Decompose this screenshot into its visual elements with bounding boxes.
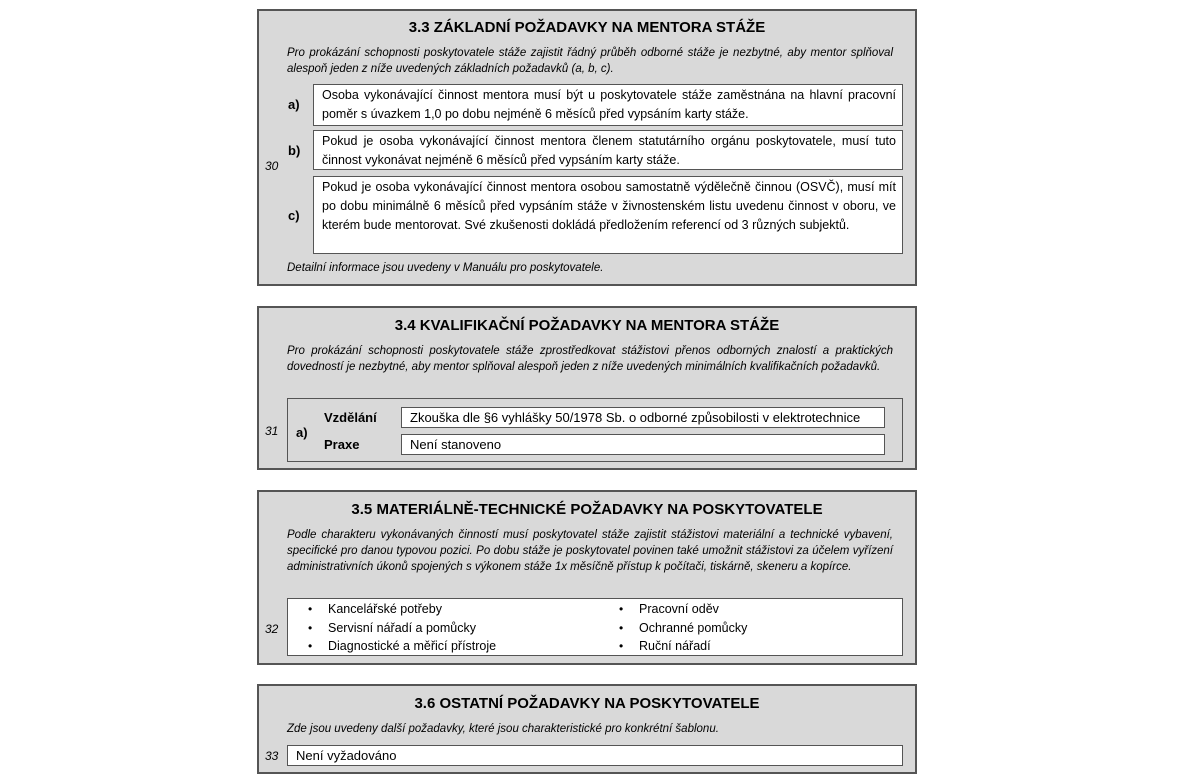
list-item: • Pracovní oděv [619, 600, 747, 619]
list-item: • Servisní nářadí a pomůcky [308, 619, 496, 638]
section-other-requirements [257, 684, 917, 774]
requirement-text-c: Pokud je osoba vykonávající činnost mentora osobou samostatně výdělečně činnou (OSVČ), musí mít po dobu minimálně 6 měsíců před vypsáním stáže v živnostenském listu uvedenu činnost v oboru, ve kterém bude mentorovat. Své zkušenosti dokládá předložením referencí od 3 různých subjektů. [322, 180, 896, 232]
row-number: 32 [265, 622, 279, 636]
row-number: 30 [265, 159, 279, 173]
requirement-letter-a: a) [288, 97, 300, 112]
section-title: 3.5 MATERIÁLNĚ-TECHNICKÉ POŽADAVKY NA POSKYTOVATELE [351, 501, 823, 518]
education-label: Vzdělání [324, 410, 377, 425]
section-material-requirements [257, 490, 917, 665]
education-field: Zkouška dle §6 vyhlášky 50/1978 Sb. o odborné způsobilosti v elektrotechnice [401, 407, 885, 428]
section-title: 3.6 OSTATNÍ POŽADAVKY NA POSKYTOVATELE [414, 695, 760, 712]
list-item: • Ochranné pomůcky [619, 619, 747, 638]
section-qualification-requirements [257, 306, 917, 470]
equipment-list-left [308, 600, 496, 656]
section-intro: Podle charakteru vykonávaných činností musí poskytovatel stáže zajistit stážistovi materiální a technické vybavení, specifické pro danou typovou pozici. Po dobu stáže je poskytovatel povinen také umožnit stážistovi za účelem vyřízení administrativních úkonů spojených s výkonem stáže 1x měsíčně přístup k počítači, tiskárně, skeneru a kopírce. [287, 529, 893, 573]
section-title: 3.3 ZÁKLADNÍ POŽADAVKY NA MENTORA STÁŽE [408, 19, 766, 36]
bullet-icon: • [308, 620, 313, 635]
list-item: • Ruční nářadí [619, 637, 747, 656]
requirement-box-c [313, 176, 903, 254]
row-number: 33 [265, 749, 279, 763]
requirement-letter-c: c) [288, 208, 300, 223]
equipment-list-box [287, 598, 903, 656]
section-intro: Pro prokázání schopnosti poskytovatele stáže zajistit řádný průběh odborné stáže je nezbytné, aby mentor splňoval alespoň jeden z níže uvedených základních požadavků (a, b, c). [287, 47, 893, 75]
bullet-icon: • [619, 620, 624, 635]
practice-field: Není stanoveno [401, 434, 885, 455]
section-intro: Pro prokázání schopnosti poskytovatele stáže zprostředkovat stážistovi přenos odborných znalostí a praktických dovedností je nezbytné, aby mentor splňoval alespoň jeden z níže uvedených minimálních kvalifikačních požadavků. [287, 345, 893, 373]
list-item: • Diagnostické a měřicí přístroje [308, 637, 496, 656]
section-title: 3.4 KVALIFIKAČNÍ POŽADAVKY NA MENTORA STÁŽE [394, 317, 780, 334]
row-number: 31 [265, 424, 279, 438]
bullet-icon: • [619, 602, 624, 616]
section-intro: Zde jsou uvedeny další požadavky, které jsou charakteristické pro konkrétní šablonu. [287, 723, 719, 735]
requirement-text-a: Osoba vykonávající činnost mentora musí být u poskytovatele stáže zaměstnána na hlavní pracovní poměr s úvazkem 1,0 po dobu nejméně 6 měsíců před vypsáním karty stáže. [322, 88, 896, 121]
section-basic-requirements [257, 9, 917, 286]
bullet-icon: • [308, 602, 313, 616]
manual-note: Detailní informace jsou uvedeny v Manuálu pro poskytovatele. [287, 262, 604, 274]
requirement-box-b [313, 130, 903, 170]
qualification-letter: a) [296, 425, 308, 440]
requirement-text-b: Pokud je osoba vykonávající činnost mentora členem statutárního orgánu poskytovatele, musí tuto činnost vykonávat nejméně 6 měsíců před vypsáním karty stáže. [322, 134, 896, 167]
list-item: • Kancelářské potřeby [308, 600, 496, 619]
requirement-letter-b: b) [288, 143, 301, 158]
practice-label: Praxe [324, 437, 360, 452]
other-requirements-field: Není vyžadováno [287, 745, 903, 766]
bullet-icon: • [619, 639, 624, 653]
equipment-list-right [619, 600, 747, 656]
requirement-box-a [313, 84, 903, 126]
qualification-box [287, 398, 903, 462]
bullet-icon: • [308, 639, 313, 653]
